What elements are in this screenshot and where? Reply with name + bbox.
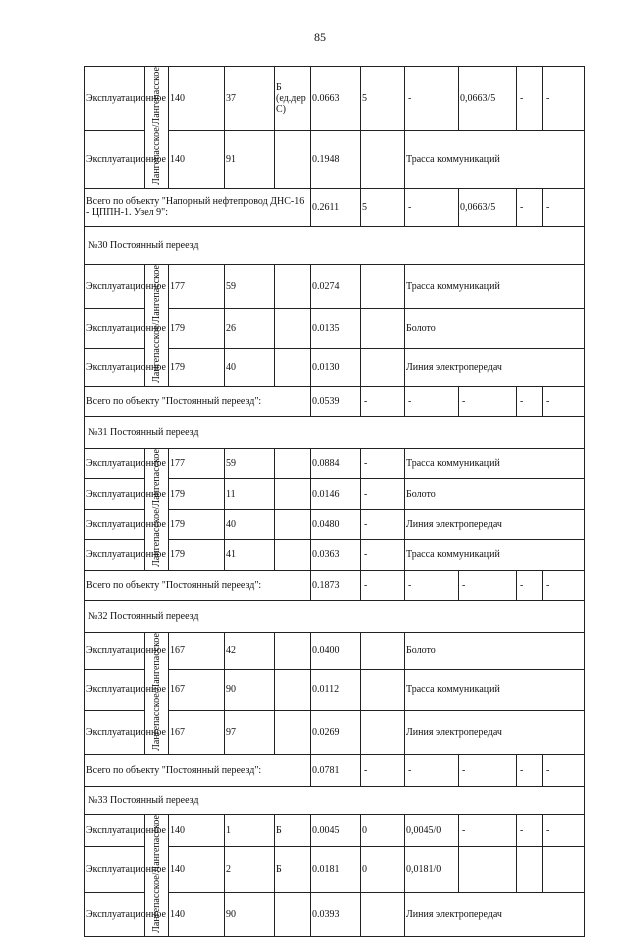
vyd-cell: 59: [225, 448, 275, 478]
c9-cell: -: [459, 754, 517, 786]
vyd-cell: 1: [225, 814, 275, 847]
notes-cell: Линия электропередач: [405, 710, 585, 754]
area-cell: 0.1873: [311, 570, 361, 600]
kv-cell: 179: [169, 540, 225, 571]
table-row: [85, 632, 585, 669]
type-cell: Эксплуатационное: [85, 130, 145, 188]
c7-cell: 0: [361, 847, 405, 893]
cat-cell: [275, 669, 311, 710]
notes-cell: -: [405, 754, 459, 786]
table-row: [85, 264, 585, 308]
area-cell: 0.0393: [311, 892, 361, 936]
c9-cell: -: [459, 570, 517, 600]
c10-cell: -: [517, 814, 543, 847]
c10-cell: [517, 847, 543, 893]
type-cell: Эксплуатационное: [85, 67, 145, 131]
section-title: №32 Постоянный переезд: [85, 600, 585, 632]
total-label: Всего по объекту "Постоянный переезд":: [85, 570, 311, 600]
kv-cell: 167: [169, 710, 225, 754]
forestry-cell: Лангепасское/Лангепасское: [145, 448, 169, 570]
notes-cell: -: [405, 386, 459, 416]
c7-cell: 5: [361, 188, 405, 226]
cat-cell: [275, 540, 311, 571]
notes-cell: -: [405, 570, 459, 600]
c7-cell: [361, 892, 405, 936]
section-row: [85, 226, 585, 264]
area-cell: 0.0400: [311, 632, 361, 669]
vyd-cell: 90: [225, 669, 275, 710]
c11-cell: -: [543, 188, 585, 226]
total-label: Всего по объекту "Постоянный переезд":: [85, 754, 311, 786]
type-cell: Эксплуатационное: [85, 349, 145, 387]
c7-cell: [361, 264, 405, 308]
vyd-cell: 2: [225, 847, 275, 893]
notes-cell: Трасса коммуникаций: [405, 264, 585, 308]
c7-cell: [361, 130, 405, 188]
table-row: [85, 67, 585, 131]
cat-cell: [275, 448, 311, 478]
area-cell: 0.0112: [311, 669, 361, 710]
vyd-cell: 37: [225, 67, 275, 131]
cat-cell: [275, 892, 311, 936]
c9-cell: -: [459, 386, 517, 416]
area-cell: 0.0663: [311, 67, 361, 131]
c7-cell: [361, 710, 405, 754]
kv-cell: 167: [169, 669, 225, 710]
vyd-cell: 11: [225, 479, 275, 509]
c11-cell: -: [543, 814, 585, 847]
area-cell: 0.0781: [311, 754, 361, 786]
kv-cell: 140: [169, 892, 225, 936]
forestry-cell: Лангепасское/Лангепасское: [145, 67, 169, 189]
c10-cell: -: [517, 67, 543, 131]
c7-cell: -: [361, 754, 405, 786]
area-cell: 0.0130: [311, 349, 361, 387]
type-cell: Эксплуатационное: [85, 509, 145, 539]
section-row: [85, 600, 585, 632]
area-cell: 0.0045: [311, 814, 361, 847]
cat-cell: [275, 264, 311, 308]
section-title: №30 Постоянный переезд: [85, 226, 585, 264]
notes-cell: Линия электропередач: [405, 892, 585, 936]
c7-cell: -: [361, 448, 405, 478]
kv-cell: 167: [169, 632, 225, 669]
cat-cell: Б: [275, 814, 311, 847]
kv-cell: 177: [169, 264, 225, 308]
vyd-cell: 26: [225, 308, 275, 349]
type-cell: Эксплуатационное: [85, 264, 145, 308]
kv-cell: 140: [169, 847, 225, 893]
notes-cell: Трасса коммуникаций: [405, 669, 585, 710]
kv-cell: 179: [169, 349, 225, 387]
notes-cell: Трасса коммуникаций: [405, 540, 585, 571]
cat-cell: [275, 632, 311, 669]
total-row: [85, 754, 585, 786]
c10-cell: -: [517, 188, 543, 226]
area-cell: 0.0146: [311, 479, 361, 509]
section-title: №33 Постоянный переезд: [85, 786, 585, 814]
c9-cell: -: [459, 814, 517, 847]
area-cell: 0.0363: [311, 540, 361, 571]
notes-cell: 0,0181/0: [405, 847, 459, 893]
notes-cell: -: [405, 188, 459, 226]
area-cell: 0.1948: [311, 130, 361, 188]
notes-cell: 0,0045/0: [405, 814, 459, 847]
c11-cell: -: [543, 67, 585, 131]
area-cell: 0.0135: [311, 308, 361, 349]
vyd-cell: 91: [225, 130, 275, 188]
c9-cell: [459, 847, 517, 893]
notes-cell: Трасса коммуникаций: [405, 448, 585, 478]
c10-cell: -: [517, 570, 543, 600]
page-number: 85: [314, 30, 326, 44]
c11-cell: -: [543, 570, 585, 600]
type-cell: Эксплуатационное: [85, 632, 145, 669]
notes-cell: Линия электропередач: [405, 349, 585, 387]
kv-cell: 179: [169, 479, 225, 509]
area-cell: 0.0274: [311, 264, 361, 308]
type-cell: Эксплуатационное: [85, 669, 145, 710]
kv-cell: 140: [169, 814, 225, 847]
cat-cell: [275, 479, 311, 509]
c7-cell: -: [361, 509, 405, 539]
cat-cell: [275, 349, 311, 387]
type-cell: Эксплуатационное: [85, 479, 145, 509]
vyd-cell: 41: [225, 540, 275, 571]
notes-cell: Линия электропередач: [405, 509, 585, 539]
cat-cell: [275, 509, 311, 539]
area-cell: 0.0539: [311, 386, 361, 416]
c7-cell: [361, 632, 405, 669]
section-row: [85, 786, 585, 814]
notes-cell: -: [405, 67, 459, 131]
c10-cell: -: [517, 754, 543, 786]
cat-cell: Б: [275, 847, 311, 893]
total-row: [85, 570, 585, 600]
cat-cell: [275, 130, 311, 188]
kv-cell: 177: [169, 448, 225, 478]
cat-cell: Б (ед.дер С): [275, 67, 311, 131]
forest-table: [84, 66, 585, 937]
kv-cell: 179: [169, 308, 225, 349]
kv-cell: 140: [169, 67, 225, 131]
table-row: [85, 448, 585, 478]
forestry-cell: Лангепасское/Лангепасское: [145, 632, 169, 754]
area-cell: 0.0181: [311, 847, 361, 893]
kv-cell: 179: [169, 509, 225, 539]
section-title: №31 Постоянный переезд: [85, 416, 585, 448]
area-cell: 0.0884: [311, 448, 361, 478]
c11-cell: -: [543, 754, 585, 786]
area-cell: 0.0480: [311, 509, 361, 539]
vyd-cell: 90: [225, 892, 275, 936]
vyd-cell: 40: [225, 509, 275, 539]
cat-cell: [275, 308, 311, 349]
forestry-cell: Лангепасское/Лангепасское: [145, 814, 169, 936]
c9-cell: 0,0663/5: [459, 67, 517, 131]
c7-cell: -: [361, 386, 405, 416]
type-cell: Эксплуатационное: [85, 892, 145, 936]
notes-cell: Болото: [405, 632, 585, 669]
notes-cell: Болото: [405, 308, 585, 349]
vyd-cell: 40: [225, 349, 275, 387]
area-cell: 0.0269: [311, 710, 361, 754]
kv-cell: 140: [169, 130, 225, 188]
c7-cell: [361, 349, 405, 387]
c11-cell: -: [543, 386, 585, 416]
notes-cell: Болото: [405, 479, 585, 509]
type-cell: Эксплуатационное: [85, 847, 145, 893]
table-row: [85, 814, 585, 847]
total-label: Всего по объекту "Напорный нефтепровод ДНС-16 - ЦППН-1. Узел 9":: [85, 188, 311, 226]
type-cell: Эксплуатационное: [85, 540, 145, 571]
c9-cell: 0,0663/5: [459, 188, 517, 226]
forestry-cell: Лангепасское/Лангепасское: [145, 264, 169, 386]
c7-cell: -: [361, 540, 405, 571]
c7-cell: [361, 308, 405, 349]
total-row: [85, 188, 585, 226]
type-cell: Эксплуатационное: [85, 308, 145, 349]
notes-cell: Трасса коммуникаций: [405, 130, 585, 188]
type-cell: Эксплуатационное: [85, 814, 145, 847]
vyd-cell: 97: [225, 710, 275, 754]
c7-cell: 5: [361, 67, 405, 131]
vyd-cell: 59: [225, 264, 275, 308]
vyd-cell: 42: [225, 632, 275, 669]
c7-cell: 0: [361, 814, 405, 847]
total-label: Всего по объекту "Постоянный переезд":: [85, 386, 311, 416]
type-cell: Эксплуатационное: [85, 710, 145, 754]
c10-cell: -: [517, 386, 543, 416]
c7-cell: [361, 669, 405, 710]
cat-cell: [275, 710, 311, 754]
type-cell: Эксплуатационное: [85, 448, 145, 478]
c7-cell: -: [361, 479, 405, 509]
area-cell: 0.2611: [311, 188, 361, 226]
section-row: [85, 416, 585, 448]
total-row: [85, 386, 585, 416]
c7-cell: -: [361, 570, 405, 600]
c11-cell: [543, 847, 585, 893]
